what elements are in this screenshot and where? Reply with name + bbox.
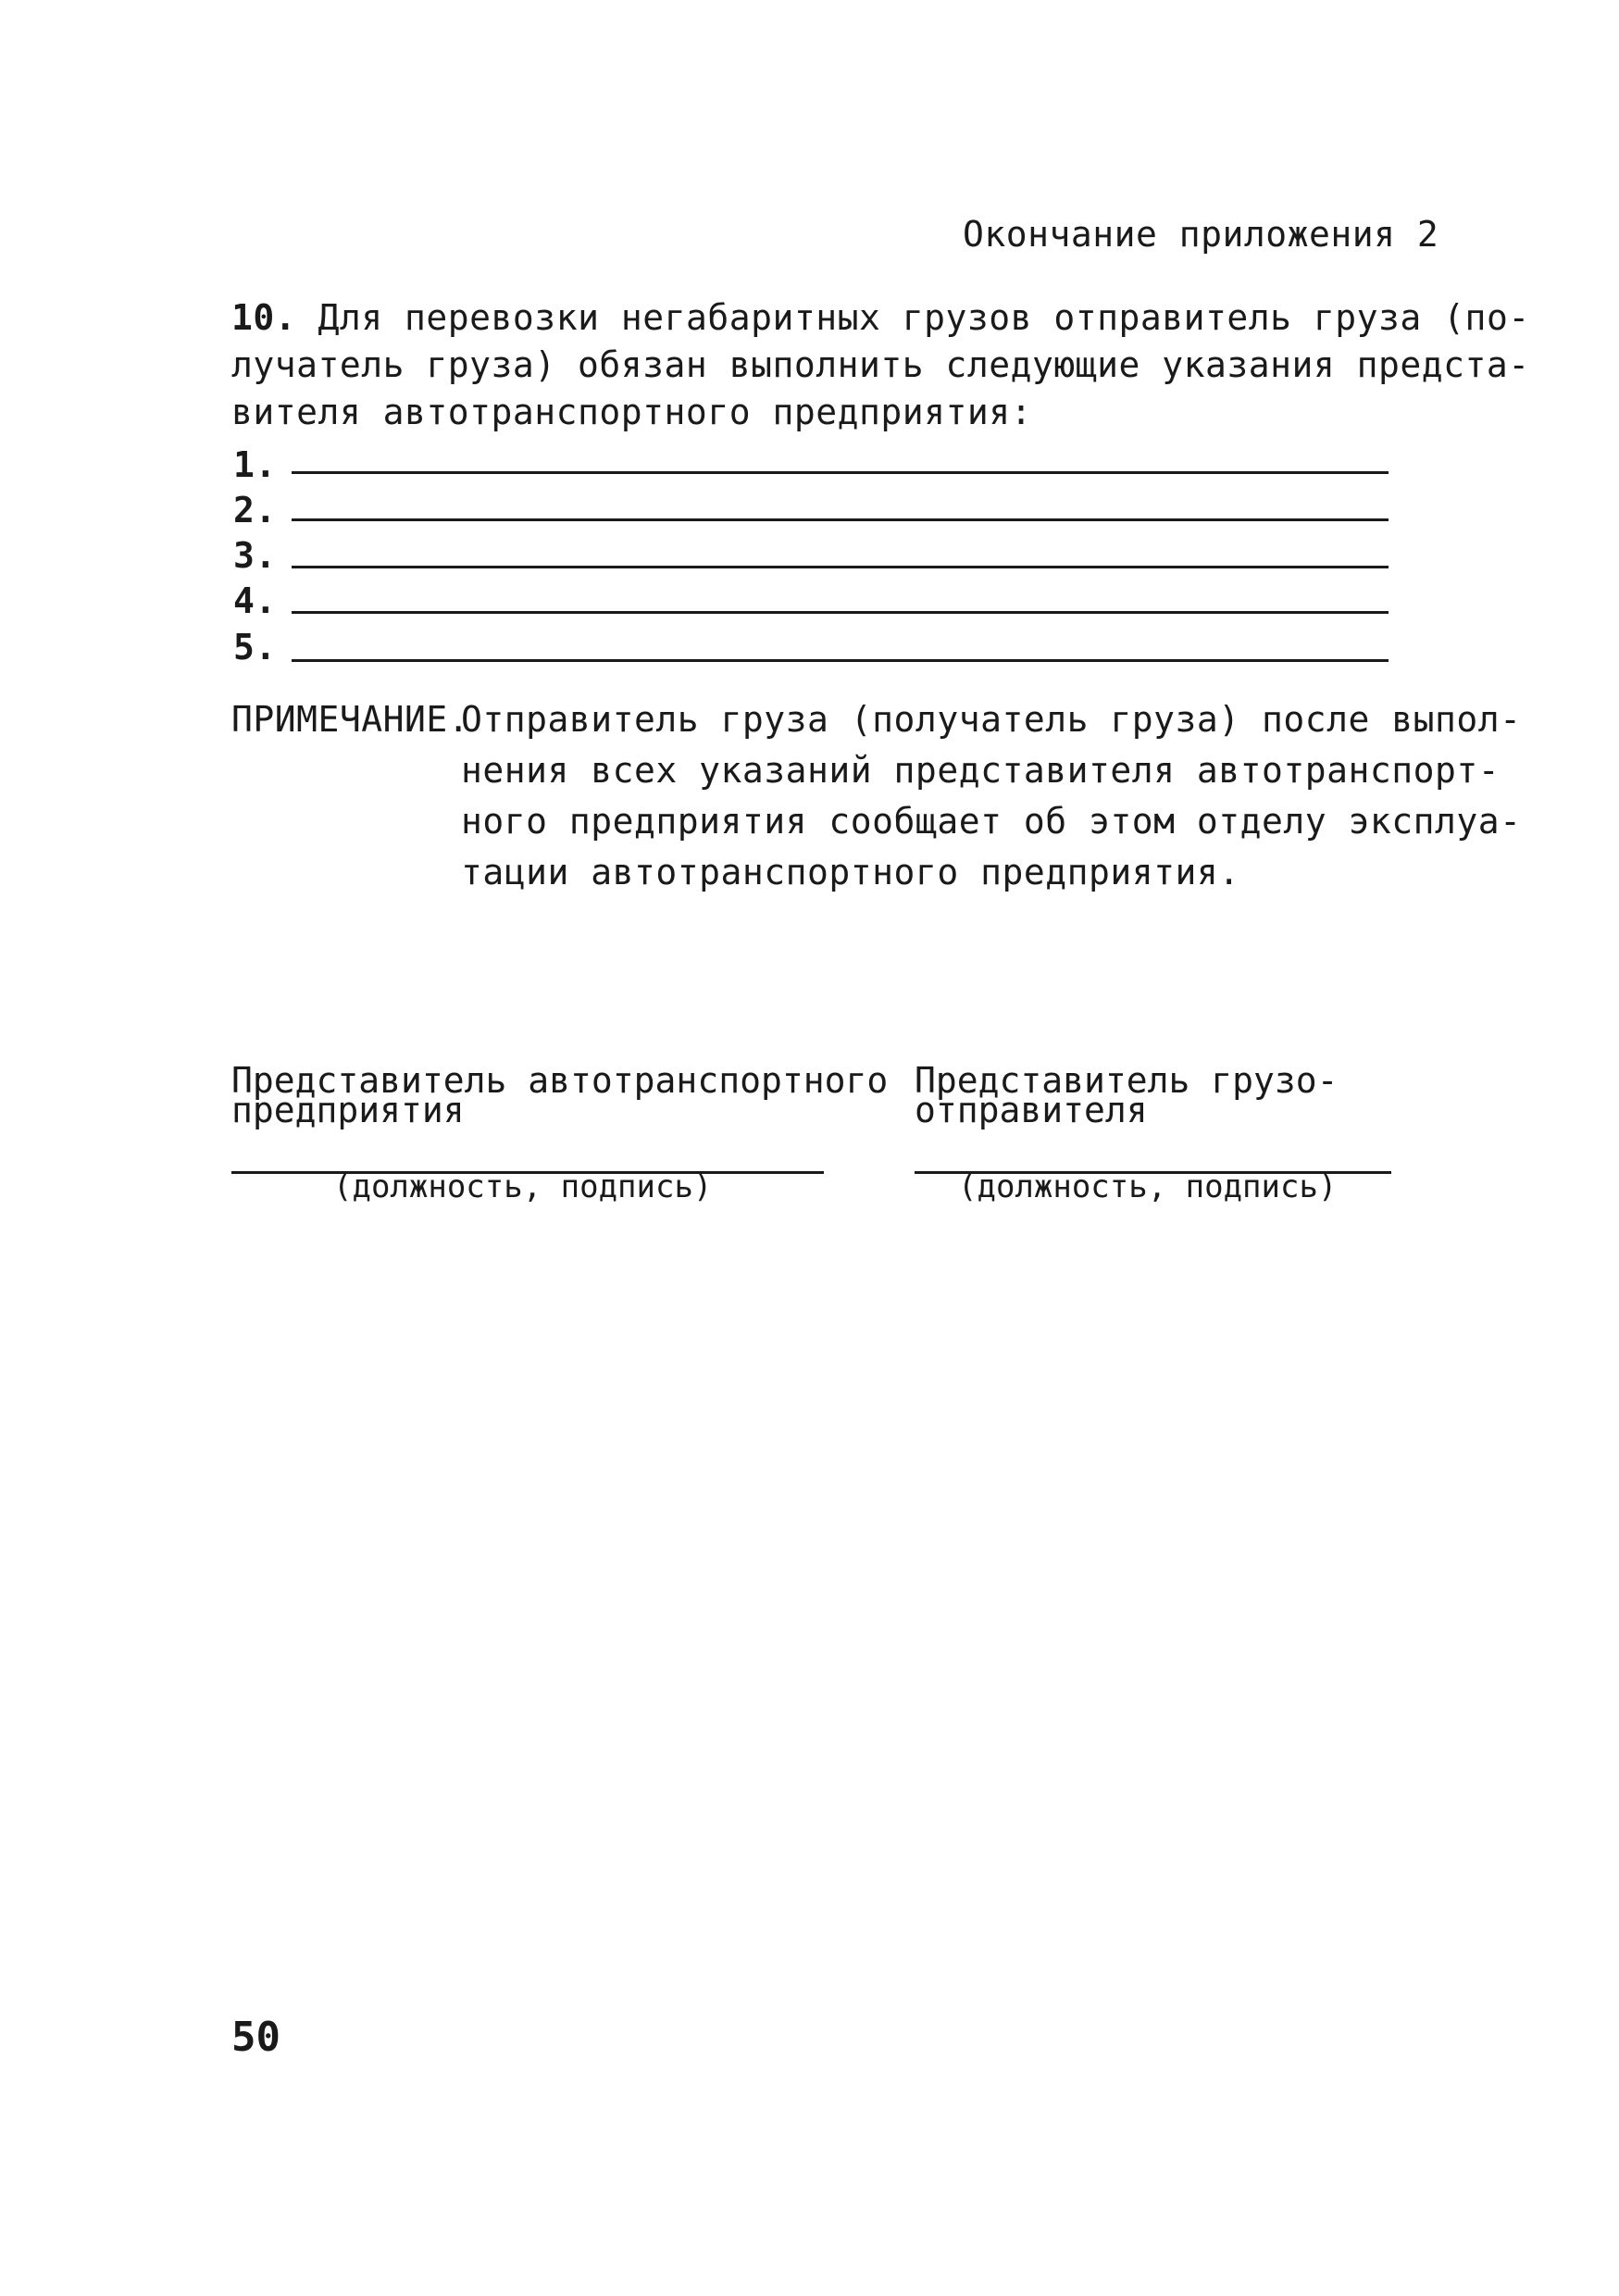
- blank-line: [292, 471, 1389, 474]
- list-item-number: 5.: [233, 627, 277, 668]
- signature-right-subtitle: отправителя: [915, 1090, 1148, 1130]
- note-label: ПРИМЕЧАНИЕ.: [231, 699, 470, 740]
- page-number: 50: [231, 2014, 280, 2061]
- signature-right-caption: (должность, подпись): [958, 1168, 1338, 1205]
- signature-right-title: Представитель грузо-: [915, 1060, 1339, 1101]
- clause-line-2: лучатель груза) обязан выполнить следующие указания предста-: [231, 344, 1530, 385]
- blank-line: [292, 659, 1389, 662]
- note-line: Отправитель груза (получатель груза) после выпол-: [461, 699, 1522, 740]
- blank-line: [292, 611, 1389, 614]
- list-item-number: 4.: [233, 580, 277, 621]
- signature-left-subtitle: предприятия: [231, 1090, 465, 1130]
- list-item-number: 3.: [233, 535, 277, 576]
- note-line: нения всех указаний представителя автотранспорт-: [461, 750, 1501, 791]
- clause-line-1: 10. Для перевозки негабаритных грузов отправитель груза (по-: [231, 297, 1530, 338]
- list-item-number: 1.: [233, 444, 277, 485]
- note-line: тации автотранспортного предприятия.: [461, 852, 1240, 892]
- appendix-header: Окончание приложения 2: [963, 214, 1439, 255]
- list-item-number: 2.: [233, 490, 277, 530]
- clause-line-3: вителя автотранспортного предприятия:: [231, 392, 1032, 432]
- signature-left-title: Представитель автотранспортного: [231, 1060, 889, 1101]
- signature-left-caption: (должность, подпись): [333, 1168, 713, 1205]
- note-line: ного предприятия сообщает об этом отделу эксплуа-: [461, 801, 1522, 842]
- clause-number: 10.: [231, 297, 297, 338]
- blank-line: [292, 566, 1389, 568]
- blank-line: [292, 518, 1389, 521]
